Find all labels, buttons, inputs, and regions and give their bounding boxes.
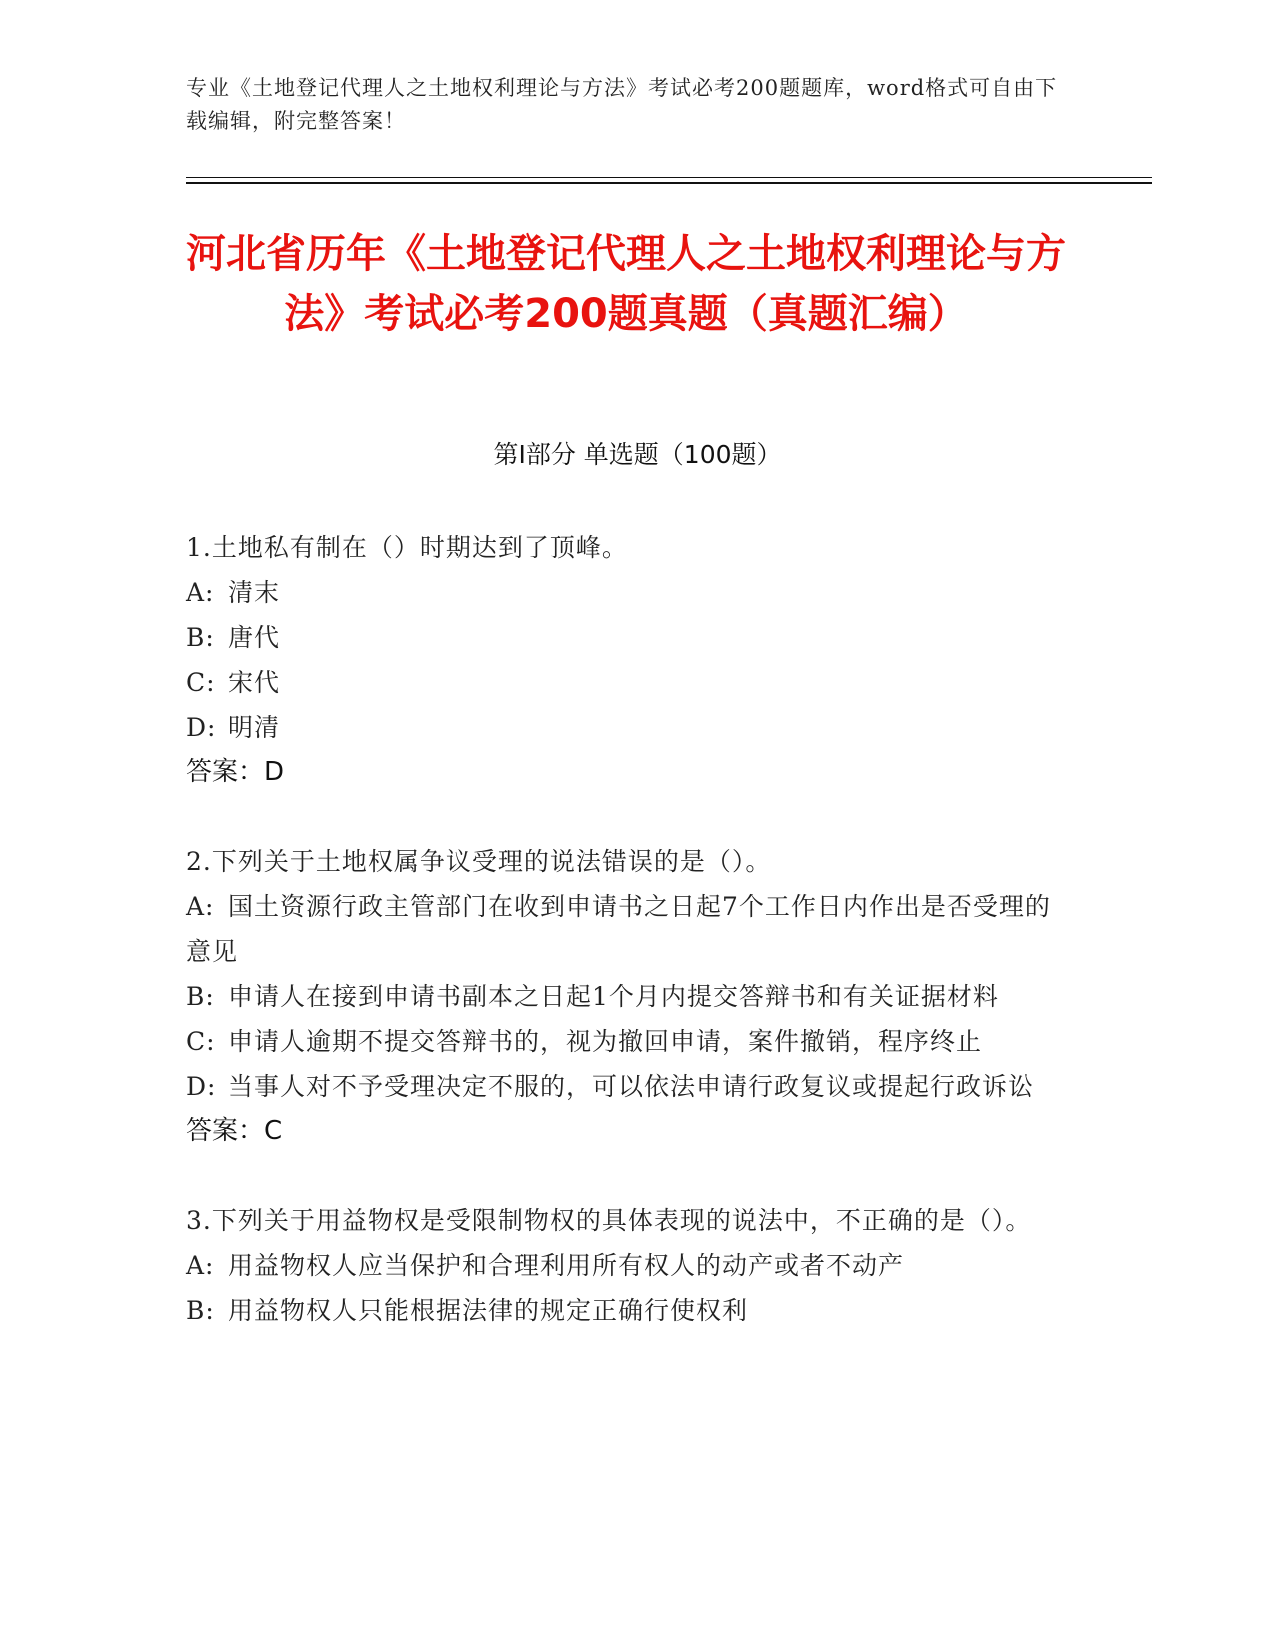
option-text: 宋代 bbox=[228, 668, 281, 697]
question-1 bbox=[186, 525, 1066, 795]
option-letter: C: bbox=[186, 668, 216, 697]
section-title: 第Ⅰ部分 单选题（100题） bbox=[493, 440, 782, 469]
option-letter: B: bbox=[186, 982, 215, 1011]
option-text: 国土资源行政主管部门在收到申请书之日起7个工作日内作出是否受理的意见 bbox=[186, 892, 1051, 966]
option-text: 清末 bbox=[228, 578, 281, 607]
option-letter: B: bbox=[186, 623, 215, 652]
option-text: 用益物权人只能根据法律的规定正确行使权利 bbox=[228, 1296, 749, 1325]
question-2 bbox=[186, 839, 1066, 1154]
header-intro: 专业《土地登记代理人之土地权利理论与方法》考试必考200题题库，word格式可自由下载编辑，附完整答案！ bbox=[186, 76, 1058, 133]
header-divider-thick bbox=[186, 182, 1152, 184]
document-title: 河北省历年《土地登记代理人之土地权利理论与方法》考试必考200题真题（真题汇编） bbox=[186, 231, 1066, 337]
option-text: 申请人在接到申请书副本之日起1个月内提交答辩书和有关证据材料 bbox=[228, 982, 999, 1011]
header-divider-thin bbox=[186, 177, 1152, 178]
option-letter: A: bbox=[186, 892, 215, 921]
question-3 bbox=[186, 1198, 1066, 1333]
question-stem: 1.土地私有制在（）时期达到了顶峰。 bbox=[186, 533, 628, 562]
option-a bbox=[186, 1243, 1066, 1288]
option-text: 唐代 bbox=[228, 623, 281, 652]
question-stem: 2.下列关于土地权属争议受理的说法错误的是（）。 bbox=[186, 847, 772, 876]
option-a bbox=[186, 884, 1066, 974]
answer-line: 答案：D bbox=[186, 757, 285, 787]
option-d bbox=[186, 1064, 1066, 1109]
option-c bbox=[186, 660, 1066, 705]
option-letter: A: bbox=[186, 578, 215, 607]
option-letter: B: bbox=[186, 1296, 215, 1325]
option-d bbox=[186, 705, 1066, 750]
option-text: 用益物权人应当保护和合理利用所有权人的动产或者不动产 bbox=[228, 1251, 905, 1280]
option-text: 申请人逾期不提交答辩书的，视为撤回申请，案件撤销，程序终止 bbox=[228, 1027, 983, 1056]
option-letter: C: bbox=[186, 1027, 216, 1056]
option-letter: A: bbox=[186, 1251, 215, 1280]
option-a bbox=[186, 570, 1066, 615]
option-b bbox=[186, 615, 1066, 660]
option-text: 当事人对不予受理决定不服的，可以依法申请行政复议或提起行政诉讼 bbox=[228, 1072, 1035, 1101]
question-stem: 3.下列关于用益物权是受限制物权的具体表现的说法中，不正确的是（）。 bbox=[186, 1206, 1032, 1235]
option-letter: D: bbox=[186, 713, 217, 742]
option-c bbox=[186, 1019, 1066, 1064]
option-letter: D: bbox=[186, 1072, 217, 1101]
answer-line: 答案：C bbox=[186, 1116, 283, 1146]
question-list bbox=[186, 525, 1066, 1377]
option-b bbox=[186, 974, 1066, 1019]
option-b bbox=[186, 1288, 1066, 1333]
option-text: 明清 bbox=[228, 713, 281, 742]
